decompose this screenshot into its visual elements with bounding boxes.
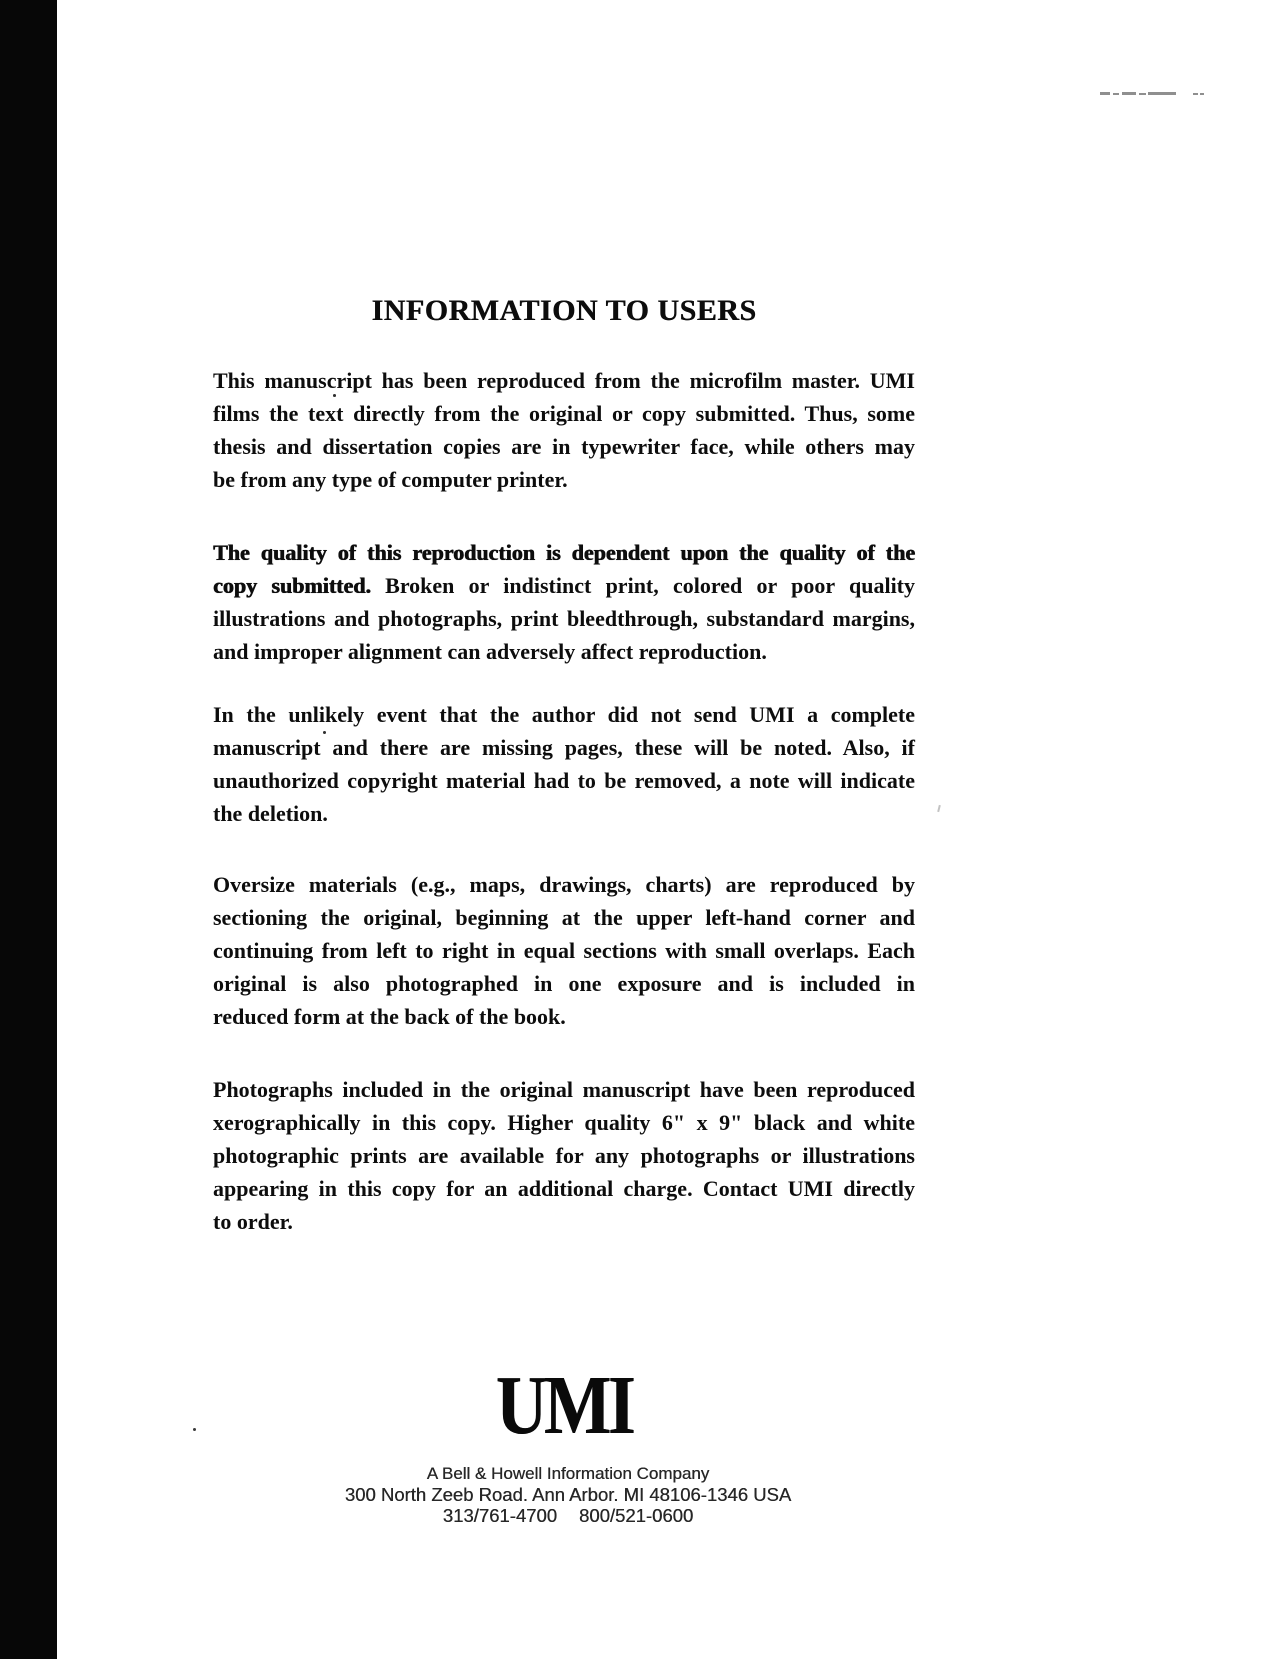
text-line (213, 569, 915, 602)
text-line: to order. (213, 1209, 293, 1234)
scan-artifact-tick (937, 805, 941, 812)
text-line: and improper alignment can adversely affect reproduction. (213, 639, 767, 664)
footer-company-line: A Bell & Howell Information Company (426, 1464, 710, 1483)
paragraph-manuscript-reproduced (213, 364, 915, 496)
paragraph-missing-pages (213, 698, 915, 830)
umi-logo: UMI (495, 1359, 633, 1452)
text-line: This manuscript has been reproduced from the microfilm master. UMI (213, 368, 915, 393)
footer-phone-tollfree: 800/521-0600 (579, 1505, 694, 1526)
text-line: photographic prints are available for any photographs or illustrations (213, 1143, 915, 1168)
text-line: films the text directly from the original or copy submitted. Thus, some (213, 401, 915, 426)
paragraph-quality-of-reproduction (213, 536, 915, 668)
text-line (213, 536, 915, 569)
bold-text: copy submitted. (213, 573, 371, 598)
scan-artifact-speck (323, 731, 326, 734)
text-line: xerographically in this copy. Higher quality 6" x 9" black and white (213, 1110, 915, 1135)
text-line: appearing in this copy for an additional charge. Contact UMI directly (213, 1176, 915, 1201)
scan-artifact-speck (193, 1428, 196, 1431)
scan-artifact-dashes (1100, 90, 1210, 98)
paragraph-photographs (213, 1073, 915, 1238)
text-line: sectioning the original, beginning at the upper left-hand corner and (213, 905, 915, 930)
text-line: Photographs included in the original manuscript have been reproduced (213, 1077, 915, 1102)
text-line: continuing from left to right in equal sections with small overlaps. Each (213, 938, 915, 963)
text-line: illustrations and photographs, print bleedthrough, substandard margins, (213, 606, 915, 631)
text-line: be from any type of computer printer. (213, 467, 568, 492)
text-line: the deletion. (213, 801, 328, 826)
page-title: INFORMATION TO USERS (371, 294, 757, 327)
text-line: Oversize materials (e.g., maps, drawings, charts) are reproduced by (213, 872, 915, 897)
text-line: manuscript and there are missing pages, these will be noted. Also, if (213, 735, 915, 760)
plain-text: Broken or indistinct print, colored or poor quality (370, 573, 916, 598)
text-line: In the unlikely event that the author did not send UMI a complete (213, 702, 915, 727)
text-line: thesis and dissertation copies are in typewriter face, while others may (213, 434, 915, 459)
bold-text: The quality of this reproduction is dependent upon the quality of the (213, 540, 915, 565)
scan-artifact-speck (333, 394, 336, 397)
text-line: unauthorized copyright material had to be removed, a note will indicate (213, 768, 915, 793)
footer-phone-local: 313/761-4700 (442, 1505, 557, 1526)
footer-phone-line (217, 1505, 919, 1526)
text-line: original is also photographed in one exposure and is included in (213, 971, 915, 996)
text-line: reduced form at the back of the book. (213, 1004, 566, 1029)
scan-binding-edge-bar (0, 0, 57, 1659)
footer-address-line: 300 North Zeeb Road. Ann Arbor. MI 48106-1346 USA (344, 1484, 792, 1505)
paragraph-oversize-materials (213, 868, 915, 1033)
